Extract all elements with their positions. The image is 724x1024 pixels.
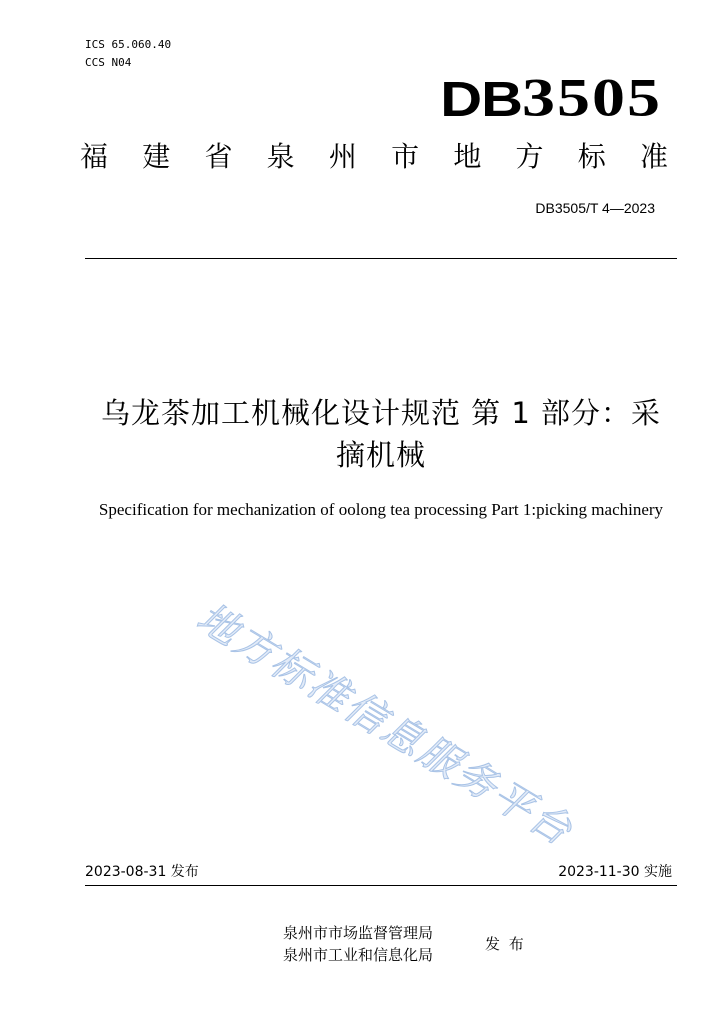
- standard-type-heading: [80, 141, 668, 173]
- title-zh-line-1: 乌龙茶加工机械化设计规范 第 1 部分：采: [100, 396, 662, 430]
- issue-action: 发 布: [485, 935, 526, 953]
- logo-code: 3505: [522, 67, 662, 128]
- heading-char: 地: [453, 140, 482, 173]
- heading-char: 市: [391, 140, 420, 173]
- title-zh-line-2: 摘机械: [335, 438, 426, 472]
- ccs-code: CCS N04: [85, 56, 132, 69]
- footer-divider: [85, 885, 677, 886]
- heading-char: 泉: [266, 140, 295, 173]
- issuer-name: 泉州市市场监督管理局: [283, 924, 434, 942]
- heading-char: 福: [80, 140, 109, 173]
- watermark: 地方标准信息服务平台: [188, 594, 582, 856]
- heading-char: 州: [328, 140, 357, 173]
- header-divider: [85, 258, 677, 259]
- title-en: Specification for mechanization of oolong tea processing Part 1:picking machinery: [98, 500, 664, 519]
- ics-code: ICS 65.060.40: [85, 38, 172, 51]
- issuer-name: 泉州市工业和信息化局: [283, 946, 434, 964]
- logo-prefix: DB: [440, 71, 522, 128]
- heading-char: 省: [204, 140, 233, 173]
- publish-date: 2023-08-31 发布: [85, 864, 199, 880]
- heading-char: 标: [577, 140, 606, 173]
- standard-number: DB3505/T 4—2023: [535, 200, 655, 216]
- heading-char: 方: [515, 140, 544, 173]
- db-logo: [440, 64, 662, 128]
- heading-char: 建: [142, 140, 171, 173]
- heading-char: 准: [639, 140, 668, 173]
- implement-date: 2023-11-30 实施: [558, 864, 672, 880]
